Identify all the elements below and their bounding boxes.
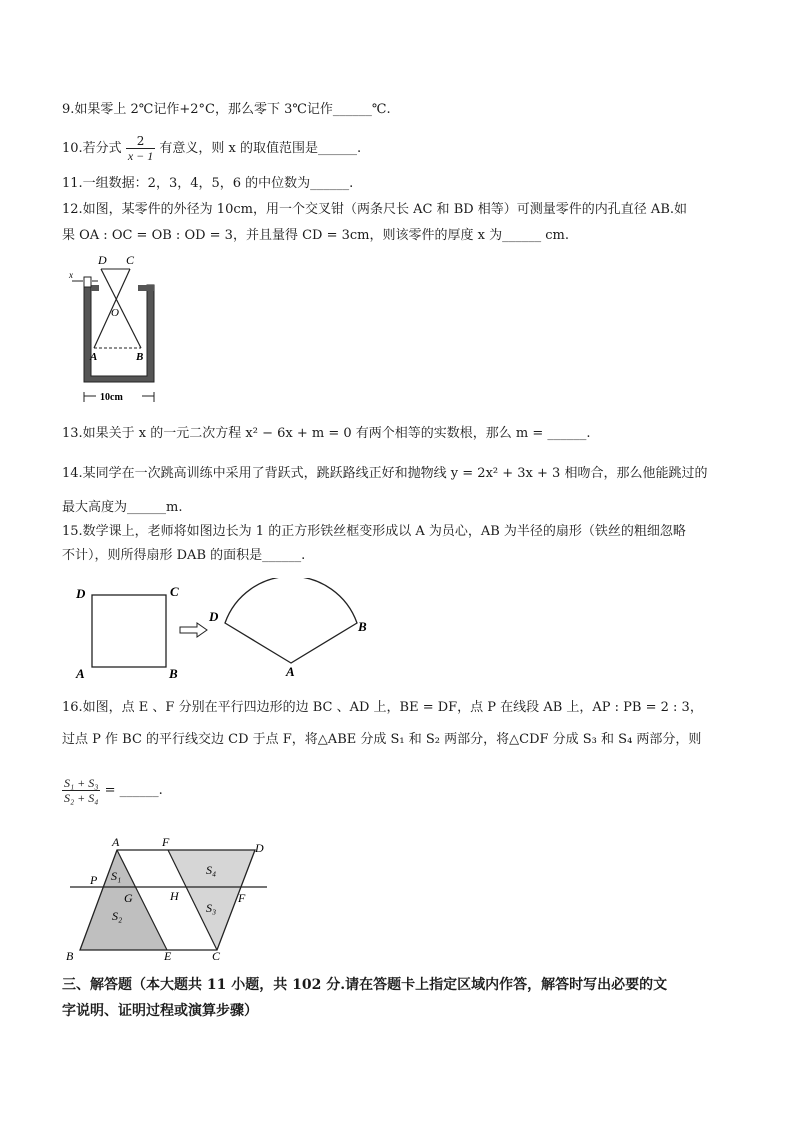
label-O: O: [111, 307, 119, 319]
question-11: [62, 174, 353, 194]
label-D: D: [255, 841, 264, 855]
label-S4: S₄: [206, 863, 217, 877]
question-12: [62, 200, 687, 246]
label-A: A: [90, 351, 98, 363]
label-E: E: [164, 949, 172, 963]
label-10cm: 10cm: [100, 392, 123, 403]
figure-16-parallelogram: [62, 832, 282, 964]
label-x: x: [69, 270, 73, 280]
section-3-line1: 三、解答题（本大题共 11 小题，共 102 分.请在答题卡上指定区域内作答，解答时写出必要的文: [62, 977, 668, 993]
label-C: C: [212, 949, 221, 963]
part-lip-right: [138, 285, 154, 291]
question-9: [62, 100, 391, 120]
label-S2: S₂: [112, 909, 123, 923]
question-14-line1: 14.某同学在一次跳高训练中采用了背跃式，跳跃路线正好和抛物线 y = 2x² + 3x + 3 相吻合，那么他能跳过的: [62, 466, 708, 481]
label-A: A: [76, 666, 85, 678]
label-D: D: [76, 586, 86, 601]
label-H: H: [170, 889, 179, 903]
label-B: B: [169, 666, 178, 678]
label-B: B: [136, 351, 144, 363]
label-F-right: F: [238, 891, 246, 905]
square: [92, 595, 166, 667]
figure-12-caliper: [66, 252, 166, 412]
thickness-box: [84, 277, 91, 287]
label-C: C: [170, 584, 179, 599]
question-16-line1: 16.如图，点 E 、F 分别在平行四边形的边 BC 、AD 上，BE = DF，点 P 在线段 AB 上，AP : PB = 2 : 3，: [62, 700, 703, 715]
question-15-line2: 不计），则所得扇形 DAB 的面积是______.: [62, 548, 306, 563]
question-13: [62, 424, 591, 444]
ratio-post: = ______.: [104, 783, 163, 798]
label-sector-B: B: [358, 619, 367, 634]
label-A: A: [112, 835, 120, 849]
question-15: [62, 522, 686, 566]
section-3-heading: [62, 972, 742, 1024]
question-15-line1: 15.数学课上，老师将如图边长为 1 的正方形铁丝框变形成以 A 为员心，AB 为半径的扇形（铁丝的粗细忽略: [62, 524, 686, 539]
ratio-fraction: [62, 776, 100, 805]
question-12-line1: 12.如图，某零件的外径为 10cm，用一个交叉钳（两条尺长 AC 和 BD 相等）可测量零件的内孔直径 AB.如: [62, 202, 688, 217]
question-14: [62, 464, 707, 518]
transform-arrow-icon: [180, 623, 207, 637]
question-14-line2: 最大高度为______m.: [62, 500, 183, 515]
part-wall: [84, 285, 154, 382]
question-9-text: 9.如果零上 2℃记作+2°C，那么零下 3℃记作______℃.: [62, 102, 391, 117]
label-sector-D: D: [209, 609, 219, 624]
label-S3: S₃: [206, 901, 217, 915]
question-13-text: 13.如果关于 x 的一元二次方程 x² − 6x + m = 0 有两个相等的实数根，那么 m = ______.: [62, 426, 591, 441]
label-B: B: [66, 949, 74, 963]
section-3-line2: 字说明、证明过程或演算步骤）: [62, 1003, 258, 1019]
label-C: C: [126, 253, 135, 267]
ratio-numerator: S₁ + S₃: [64, 776, 99, 790]
label-F: F: [162, 835, 170, 849]
label-sector-A: A: [286, 664, 295, 678]
question-16-ratio: [62, 776, 163, 805]
label-D: D: [98, 253, 107, 267]
question-16-line2: 过点 P 作 BC 的平行线交边 CD 于点 F，将△ABE 分成 S₁ 和 S₂ 两部分，将△CDF 分成 S₃ 和 S₄ 两部分，则: [62, 732, 702, 747]
label-G: G: [124, 891, 133, 905]
arm-dB: [101, 269, 141, 348]
question-12-line2: 果 OA : OC = OB : OD = 3，并且量得 CD = 3cm，则该零件的厚度 x 为______ cm.: [62, 228, 569, 243]
fraction-denominator: x − 1: [127, 149, 154, 163]
question-10-pre: 10.若分式: [62, 141, 122, 156]
question-16: [62, 698, 703, 750]
fraction-numerator: 2: [126, 134, 155, 149]
label-P: P: [90, 873, 98, 887]
question-10: [62, 134, 361, 163]
ratio-denominator: S₂ + S₄: [64, 791, 99, 805]
question-11-text: 11.一组数据：2，3，4，5，6 的中位数为______.: [62, 176, 354, 191]
question-10-post: 有意义，则 x 的取值范围是______.: [159, 141, 362, 156]
figure-15-square-to-sector: [70, 578, 390, 678]
label-S1: S₁: [111, 869, 122, 883]
fraction: [126, 134, 155, 163]
sector: [225, 578, 357, 663]
